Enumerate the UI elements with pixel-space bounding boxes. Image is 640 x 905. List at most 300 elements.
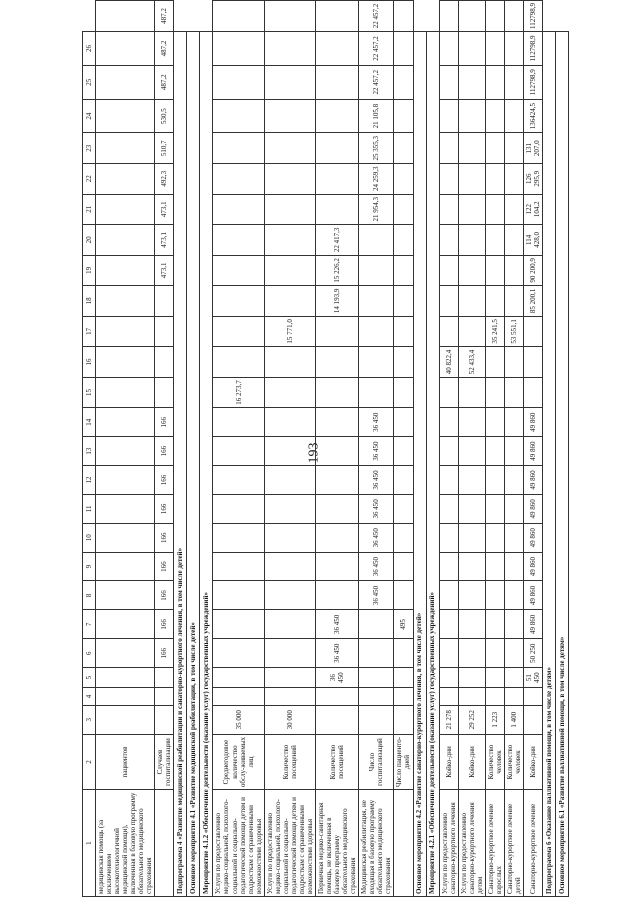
table-row <box>213 1 264 897</box>
value-cell: 114 428,0 <box>523 225 542 256</box>
value-cell: 510,7 <box>155 133 174 164</box>
header-cell: 24 <box>83 99 96 133</box>
value-cell <box>439 523 458 552</box>
value-cell <box>485 494 504 523</box>
header-cell: 21 <box>83 194 96 225</box>
value-cell <box>155 688 174 706</box>
value-cell <box>439 408 458 437</box>
value-cell <box>523 377 542 408</box>
value-cell: 53 551,1 <box>504 316 523 347</box>
value-cell: 36 450 <box>359 494 394 523</box>
value-cell: 35 241,5 <box>485 316 504 347</box>
value-cell <box>504 494 523 523</box>
value-cell <box>504 99 523 133</box>
value-cell <box>504 610 523 639</box>
value-cell <box>155 347 174 378</box>
value-cell <box>439 99 458 133</box>
value-cell: 530,5 <box>155 99 174 133</box>
value-cell <box>504 437 523 466</box>
row-name: Первичная медико-санитарная помощь, не включенная в базовую программу обязательного медицинского страхования <box>315 790 358 897</box>
table-row <box>458 1 485 897</box>
value-cell <box>96 466 155 495</box>
header-cell: 23 <box>83 133 96 164</box>
value-cell <box>504 688 523 706</box>
value-cell <box>315 705 358 734</box>
value-cell: 473,1 <box>155 194 174 225</box>
value-cell <box>485 581 504 610</box>
section-row <box>413 1 426 897</box>
section-title: Основное мероприятие 4.2 «Развитие санаторно-курортного лечения, в том числе детей» <box>413 32 426 897</box>
value-cell <box>264 494 315 523</box>
value-cell: 487,2 <box>155 65 174 99</box>
value-cell: 126 295,9 <box>523 164 542 195</box>
value-cell <box>315 194 358 225</box>
value-cell <box>485 255 504 286</box>
value-cell: 49 860 <box>523 610 542 639</box>
value-cell <box>458 255 485 286</box>
row-unit: Количество посещений <box>264 734 315 790</box>
value-cell <box>485 286 504 317</box>
value-cell <box>439 286 458 317</box>
value-cell <box>394 705 413 734</box>
value-cell: 166 <box>155 552 174 581</box>
value-cell: 473,1 <box>155 255 174 286</box>
section-title: Основное мероприятие 6.1 «Развитие паллиативной помощи, в том числе детям» <box>556 32 569 897</box>
value-cell: 166 <box>155 466 174 495</box>
value-cell <box>315 99 358 133</box>
value-cell <box>394 639 413 668</box>
value-cell <box>213 225 264 256</box>
value-cell: 487,2 <box>155 1 174 32</box>
value-cell: 21 954,3 <box>359 194 394 225</box>
value-cell: 112798,9 <box>523 32 542 66</box>
value-cell <box>394 1 413 32</box>
value-cell <box>264 133 315 164</box>
value-cell <box>96 523 155 552</box>
value-cell <box>523 688 542 706</box>
value-cell: 49 860 <box>523 466 542 495</box>
value-cell: 112798,9 <box>523 65 542 99</box>
header-cell: 7 <box>83 610 96 639</box>
section-row <box>556 1 569 897</box>
value-cell <box>394 194 413 225</box>
value-cell <box>359 639 394 668</box>
header-cell: 15 <box>83 377 96 408</box>
value-cell <box>439 581 458 610</box>
value-cell <box>96 32 155 66</box>
value-cell <box>264 408 315 437</box>
row-unit: Количество человек <box>485 734 504 790</box>
value-cell <box>96 668 155 688</box>
value-cell <box>213 437 264 466</box>
value-cell: 1 223 <box>485 705 504 734</box>
row-name: Санаторно-курортное лечение <box>523 790 542 897</box>
header-cell: 12 <box>83 466 96 495</box>
value-cell: 14 193,9 <box>315 286 358 317</box>
value-cell <box>213 32 264 66</box>
value-cell: 30 000 <box>264 705 315 734</box>
value-cell <box>155 286 174 317</box>
row-unit: Среднегодовое количество обслу-живаемых лиц <box>213 734 264 790</box>
value-cell: 21 105,8 <box>359 99 394 133</box>
table-row <box>523 1 542 897</box>
value-cell <box>504 225 523 256</box>
row-name: Услуги по предоставлению медико-социальной, психолого-социальной и социально-педагогической помощи детям и подросткам с ограниченными возможностями здоровья <box>213 790 264 897</box>
value-cell: 15 771,0 <box>264 316 315 347</box>
value-cell <box>96 347 155 378</box>
value-cell <box>264 581 315 610</box>
value-cell <box>394 133 413 164</box>
value-cell <box>264 610 315 639</box>
value-cell <box>213 581 264 610</box>
value-cell <box>213 523 264 552</box>
row-unit: Число пациенто-дней <box>394 734 413 790</box>
value-cell <box>264 466 315 495</box>
value-cell <box>213 65 264 99</box>
value-cell <box>504 377 523 408</box>
value-cell <box>96 688 155 706</box>
value-cell <box>439 466 458 495</box>
header-cell: 22 <box>83 164 96 195</box>
value-cell <box>458 194 485 225</box>
table-row <box>359 1 394 897</box>
value-cell <box>504 408 523 437</box>
value-cell <box>155 668 174 688</box>
value-cell <box>458 581 485 610</box>
value-cell <box>359 705 394 734</box>
value-cell <box>315 316 358 347</box>
row-unit: Койко-дни <box>439 734 458 790</box>
value-cell <box>96 705 155 734</box>
value-cell <box>213 194 264 225</box>
value-cell <box>315 466 358 495</box>
value-cell <box>458 286 485 317</box>
value-cell: 166 <box>155 639 174 668</box>
value-cell <box>96 581 155 610</box>
value-cell <box>315 523 358 552</box>
value-cell <box>485 688 504 706</box>
value-cell <box>439 255 458 286</box>
value-cell <box>359 377 394 408</box>
value-cell <box>359 316 394 347</box>
value-cell <box>213 466 264 495</box>
value-cell <box>394 377 413 408</box>
value-cell <box>458 523 485 552</box>
value-cell: 85 200,1 <box>523 286 542 317</box>
value-cell <box>394 581 413 610</box>
table-row <box>264 1 315 897</box>
row-name <box>394 790 413 897</box>
value-cell <box>213 610 264 639</box>
value-cell <box>485 552 504 581</box>
row-unit: Случаев госпитализации <box>155 734 174 790</box>
value-cell <box>485 1 504 32</box>
row-name: Услуги по предоставлению санаторно-курортного лечения <box>439 790 458 897</box>
value-cell <box>458 639 485 668</box>
value-cell <box>96 133 155 164</box>
value-cell <box>439 437 458 466</box>
value-cell <box>96 494 155 523</box>
value-cell: 1 400 <box>504 705 523 734</box>
value-cell: 122 104,2 <box>523 194 542 225</box>
value-cell <box>458 610 485 639</box>
value-cell <box>485 408 504 437</box>
value-cell <box>264 32 315 66</box>
value-cell <box>394 552 413 581</box>
value-cell <box>458 65 485 99</box>
value-cell <box>96 437 155 466</box>
value-cell <box>485 194 504 225</box>
value-cell <box>155 377 174 408</box>
value-cell <box>264 99 315 133</box>
section-row <box>426 1 439 897</box>
header-cell: 3 <box>83 705 96 734</box>
value-cell <box>264 639 315 668</box>
value-cell <box>504 286 523 317</box>
value-cell <box>96 1 155 32</box>
value-cell <box>213 688 264 706</box>
value-cell <box>264 1 315 32</box>
value-cell <box>96 408 155 437</box>
value-cell: 22 457,2 <box>359 65 394 99</box>
value-cell: 49 860 <box>523 523 542 552</box>
section-title: Основное мероприятие 4.1 «Развитие медицинской реабилитации, в том числе детей» <box>187 32 200 897</box>
page-number: 193 <box>306 442 322 464</box>
value-cell <box>458 688 485 706</box>
value-cell: 136424,5 <box>523 99 542 133</box>
value-cell <box>394 255 413 286</box>
value-cell <box>504 133 523 164</box>
row-name: Услуги по предоставлению санаторно-курортного лечения детям <box>458 790 485 897</box>
value-cell: 166 <box>155 610 174 639</box>
value-cell <box>264 523 315 552</box>
value-cell <box>458 1 485 32</box>
value-cell <box>315 32 358 66</box>
table-row <box>394 1 413 897</box>
value-cell <box>264 286 315 317</box>
value-cell <box>213 133 264 164</box>
value-cell <box>439 668 458 688</box>
value-cell <box>458 466 485 495</box>
value-cell <box>523 316 542 347</box>
value-cell <box>485 466 504 495</box>
value-cell <box>96 255 155 286</box>
value-cell <box>394 494 413 523</box>
value-cell: 49 860 <box>523 581 542 610</box>
value-cell: 24 259,3 <box>359 164 394 195</box>
value-cell <box>394 99 413 133</box>
value-cell: 25 355,3 <box>359 133 394 164</box>
value-cell: 473,1 <box>155 225 174 256</box>
value-cell <box>315 377 358 408</box>
value-cell: 90 200,9 <box>523 255 542 286</box>
value-cell <box>504 581 523 610</box>
header-row <box>83 1 96 897</box>
value-cell <box>155 705 174 734</box>
value-cell: 166 <box>155 437 174 466</box>
table-row <box>439 1 458 897</box>
value-cell <box>315 552 358 581</box>
value-cell: 51 450 <box>523 668 542 688</box>
header-cell: 25 <box>83 65 96 99</box>
value-cell <box>485 377 504 408</box>
value-cell: 36 450 <box>359 552 394 581</box>
header-cell: 26 <box>83 32 96 66</box>
value-cell: 22 457,2 <box>359 1 394 32</box>
section-title: Подпрограмма 6 «Оказание паллиативной помощи, в том числе детям» <box>543 32 556 897</box>
row-unit: Число госпитализаций <box>359 734 394 790</box>
value-cell <box>394 688 413 706</box>
value-cell <box>439 552 458 581</box>
header-cell: 14 <box>83 408 96 437</box>
value-cell <box>264 377 315 408</box>
value-cell <box>264 225 315 256</box>
value-cell <box>359 668 394 688</box>
value-cell <box>394 225 413 256</box>
value-cell <box>504 347 523 378</box>
value-cell <box>213 1 264 32</box>
table-row <box>155 1 174 897</box>
section-row <box>543 1 556 897</box>
value-cell <box>96 65 155 99</box>
value-cell <box>504 65 523 99</box>
section-title: Мероприятие 4.1.2 «Обеспечение деятельности (оказание услуг) государственных учреждений» <box>200 32 213 897</box>
value-cell: 49 860 <box>523 437 542 466</box>
value-cell: 166 <box>155 408 174 437</box>
value-cell <box>504 164 523 195</box>
value-cell <box>96 286 155 317</box>
value-cell <box>155 316 174 347</box>
value-cell: 29 252 <box>458 705 485 734</box>
value-cell: 15 226,2 <box>315 255 358 286</box>
value-cell <box>315 437 358 466</box>
value-cell <box>485 668 504 688</box>
value-cell <box>394 32 413 66</box>
header-cell: 17 <box>83 316 96 347</box>
value-cell <box>523 705 542 734</box>
value-cell: 36 450 <box>359 466 394 495</box>
value-cell <box>394 286 413 317</box>
value-cell <box>504 552 523 581</box>
value-cell: 21 278 <box>439 705 458 734</box>
value-cell <box>504 639 523 668</box>
header-cell: 13 <box>83 437 96 466</box>
table-row <box>315 1 358 897</box>
value-cell <box>264 164 315 195</box>
value-cell <box>439 194 458 225</box>
table-row <box>504 1 523 897</box>
row-name: Медицинская реабилитация, не входящая в базовую программу обязательного медицинского страхования <box>359 790 394 897</box>
value-cell <box>359 286 394 317</box>
value-cell <box>485 347 504 378</box>
value-cell: 495 <box>394 610 413 639</box>
value-cell <box>264 688 315 706</box>
value-cell: 131 207,0 <box>523 133 542 164</box>
value-cell <box>485 225 504 256</box>
value-cell <box>213 494 264 523</box>
row-name: Услуги по предоставлению медико-социальной, психолого-социальной и социально-педагогической помощи детям и подросткам с ограниченными возможностями здоровья <box>264 790 315 897</box>
value-cell <box>213 408 264 437</box>
value-cell <box>315 581 358 610</box>
row-unit: пациентов <box>96 734 155 790</box>
value-cell <box>359 347 394 378</box>
value-cell: 22 417,3 <box>315 225 358 256</box>
plan-table <box>82 0 569 897</box>
value-cell <box>213 99 264 133</box>
row-unit: Койко-дни <box>523 734 542 790</box>
value-cell <box>213 347 264 378</box>
value-cell <box>96 552 155 581</box>
value-cell <box>485 164 504 195</box>
value-cell <box>394 668 413 688</box>
value-cell <box>315 347 358 378</box>
value-cell <box>458 437 485 466</box>
header-cell: 10 <box>83 523 96 552</box>
value-cell <box>439 610 458 639</box>
value-cell <box>458 668 485 688</box>
value-cell <box>213 316 264 347</box>
value-cell: 49 860 <box>523 494 542 523</box>
value-cell <box>439 639 458 668</box>
value-cell <box>504 1 523 32</box>
value-cell <box>213 668 264 688</box>
header-cell: 16 <box>83 347 96 378</box>
value-cell <box>504 32 523 66</box>
value-cell <box>213 552 264 581</box>
value-cell <box>458 494 485 523</box>
value-cell <box>439 65 458 99</box>
row-name: Санаторно-курортное лечение детей <box>504 790 523 897</box>
value-cell: 49 860 <box>523 408 542 437</box>
value-cell <box>264 668 315 688</box>
value-cell: 50 250 <box>523 639 542 668</box>
value-cell: 49 860 <box>523 552 542 581</box>
value-cell <box>504 194 523 225</box>
value-cell <box>264 65 315 99</box>
value-cell: 36 450 <box>315 610 358 639</box>
value-cell <box>394 164 413 195</box>
value-cell <box>359 688 394 706</box>
section-row <box>200 1 213 897</box>
section-row <box>187 1 200 897</box>
value-cell <box>264 347 315 378</box>
table-row <box>485 1 504 897</box>
value-cell <box>504 523 523 552</box>
value-cell <box>315 688 358 706</box>
value-cell: 36 450 <box>315 639 358 668</box>
value-cell <box>213 286 264 317</box>
header-cell: 2 <box>83 734 96 790</box>
value-cell <box>485 133 504 164</box>
value-cell <box>96 99 155 133</box>
header-cell: 18 <box>83 286 96 317</box>
value-cell <box>485 32 504 66</box>
value-cell <box>96 225 155 256</box>
value-cell: 166 <box>155 581 174 610</box>
value-cell <box>485 639 504 668</box>
row-name: медицинская помощь (за исключением высокотехнологичной медицинской помощи), включенная в базовую программу обязательного медицинского страхования <box>96 790 155 897</box>
value-cell <box>264 255 315 286</box>
header-cell: 5 <box>83 668 96 688</box>
value-cell: 166 <box>155 523 174 552</box>
value-cell: 36 450 <box>315 668 358 688</box>
value-cell <box>458 133 485 164</box>
value-cell: 36 450 <box>359 523 394 552</box>
header-cell: 4 <box>83 688 96 706</box>
value-cell: 36 450 <box>359 408 394 437</box>
value-cell <box>96 194 155 225</box>
value-cell: 36 450 <box>359 581 394 610</box>
